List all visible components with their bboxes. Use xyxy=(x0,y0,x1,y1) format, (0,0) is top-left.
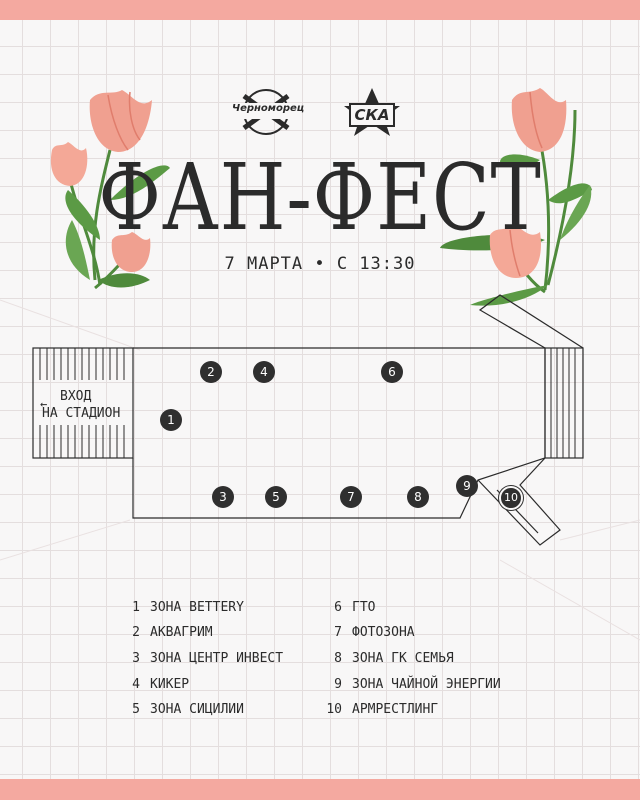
legend-item xyxy=(334,651,454,666)
legend-item xyxy=(132,677,190,692)
legend-label: КИКЕР xyxy=(150,677,190,692)
map-marker-3[interactable]: 3 xyxy=(212,486,234,508)
legend-label: ЗОНА ЧАЙНОЙ ЭНЕРГИИ xyxy=(352,677,501,692)
legend-label: ФОТОЗОНА xyxy=(352,625,415,640)
map-marker-2[interactable]: 2 xyxy=(200,361,222,383)
map-marker-6[interactable]: 6 xyxy=(381,361,403,383)
legend-item xyxy=(132,625,213,640)
legend-item xyxy=(132,651,284,666)
legend-label: АКВАГРИМ xyxy=(150,625,213,640)
legend-number: 10 xyxy=(326,702,342,717)
legend-label: ЗОНА ГК СЕМЬЯ xyxy=(352,651,454,666)
legend-label: ГТО xyxy=(352,600,376,615)
map-marker-8[interactable]: 8 xyxy=(407,486,429,508)
legend-number: 8 xyxy=(334,651,342,666)
legend-label: ЗОНА BETTERY xyxy=(150,600,244,615)
map-marker-9[interactable]: 9 xyxy=(456,475,478,497)
logo-left-text: Черноморец xyxy=(232,103,305,114)
legend-number: 3 xyxy=(132,651,140,666)
logo-right-text: СКА xyxy=(354,106,390,124)
event-date: 7 МАРТА • С 13:30 xyxy=(224,254,416,274)
map-marker-10[interactable]: 10 xyxy=(499,486,523,510)
legend-label: ЗОНА СИЦИЛИИ xyxy=(150,702,244,717)
legend-number: 4 xyxy=(132,677,140,692)
legend-number: 9 xyxy=(334,677,342,692)
legend-item xyxy=(334,600,376,615)
arrow-left-icon: ← xyxy=(40,397,48,411)
entry-label xyxy=(42,388,121,422)
event-title: ФАН-ФЕСТ xyxy=(98,144,542,251)
map-marker-5[interactable]: 5 xyxy=(265,486,287,508)
entry-line-2: НА СТАДИОН xyxy=(42,406,121,421)
legend-number: 1 xyxy=(132,600,140,615)
legend-number: 2 xyxy=(132,625,140,640)
legend-item xyxy=(326,702,439,717)
legend-item xyxy=(132,600,244,615)
legend-label: АРМРЕСТЛИНГ xyxy=(352,702,439,717)
legend-number: 7 xyxy=(334,625,342,640)
legend-number: 6 xyxy=(334,600,342,615)
entry-line-1: ВХОД xyxy=(60,389,92,404)
legend-item xyxy=(334,625,415,640)
legend-item xyxy=(334,677,501,692)
legend-item xyxy=(132,702,244,717)
legend-label: ЗОНА ЦЕНТР ИНВЕСТ xyxy=(150,651,284,666)
map-marker-1[interactable]: 1 xyxy=(160,409,182,431)
legend-number: 5 xyxy=(132,702,140,717)
map-marker-4[interactable]: 4 xyxy=(253,361,275,383)
bottom-band xyxy=(0,779,640,800)
map-marker-7[interactable]: 7 xyxy=(340,486,362,508)
